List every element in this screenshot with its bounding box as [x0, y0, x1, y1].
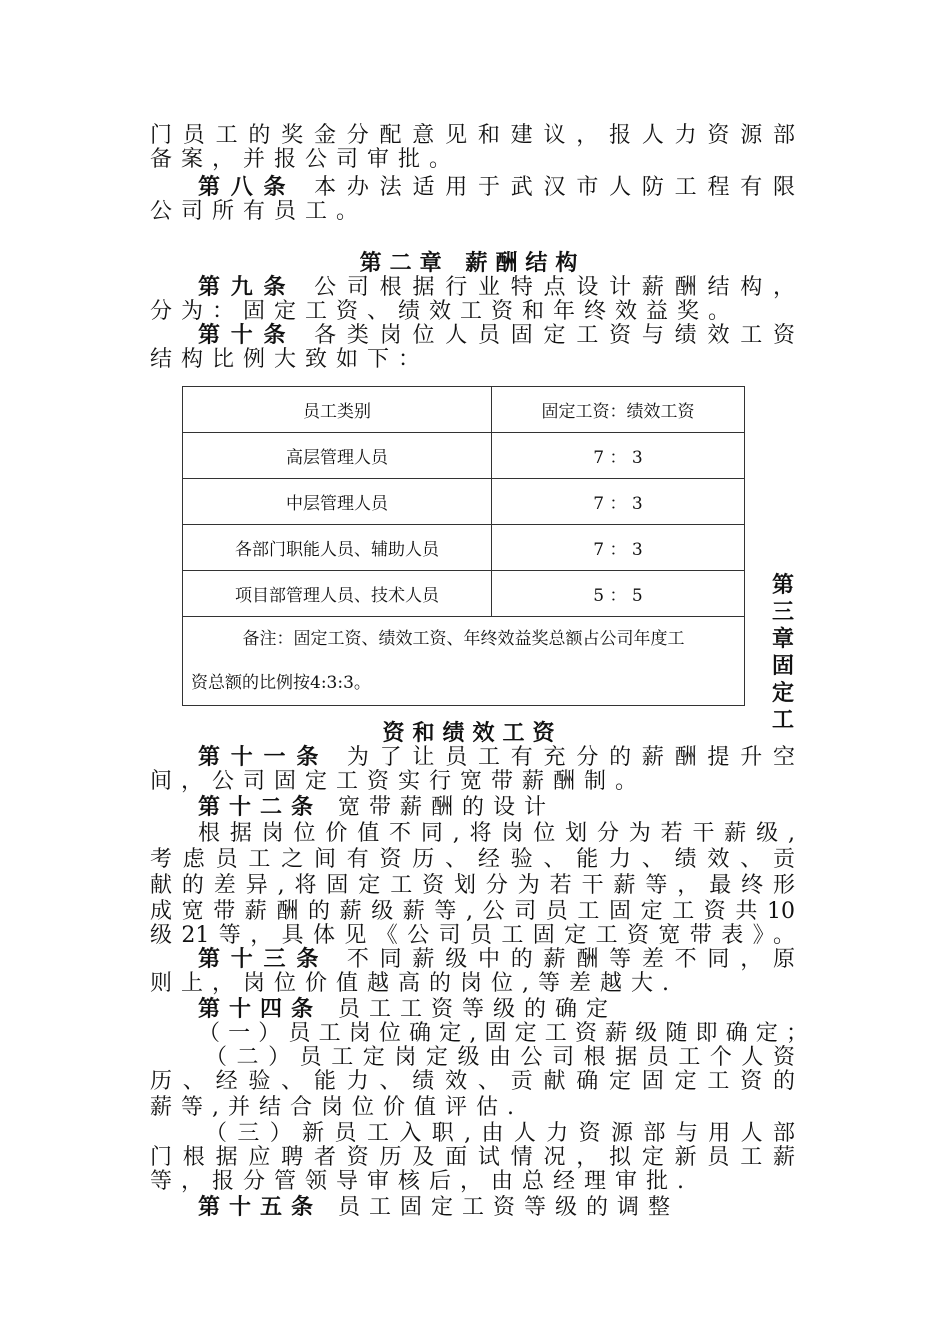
table-note — [183, 617, 745, 706]
paragraph-line: 则上，岗位价值越高的岗位,等差越大. — [150, 971, 678, 996]
side-char: 固 — [771, 654, 794, 679]
table-row — [183, 571, 745, 617]
table-cell: 项目部管理人员、技术人员 — [183, 571, 492, 617]
table-row — [183, 433, 745, 479]
side-char: 第 — [771, 573, 794, 598]
paragraph-line: 根据岗位价值不同,将岗位划分为若干薪级, — [198, 821, 795, 846]
table-cell: 中层管理人员 — [183, 479, 492, 525]
table-header-cell: 固定工资：绩效工资 — [492, 387, 745, 433]
article-text: 本办法适用于武汉市人防工程有限 — [296, 175, 795, 200]
article-text: 宽带薪酬的设计 — [322, 795, 556, 820]
article-12 — [198, 796, 795, 820]
table-cell: 各部门职能人员、辅助人员 — [183, 525, 492, 571]
chapter-heading: 第二章 薪酬结构 — [359, 251, 586, 276]
article-15 — [198, 1196, 795, 1220]
table-row — [183, 525, 745, 571]
list-item: （一）员工岗位确定,固定工资薪级随即确定； — [198, 1021, 808, 1046]
article-11 — [198, 746, 795, 770]
table-cell: 7 ： 3 — [492, 479, 745, 525]
article-text: 员工固定工资等级的调整 — [322, 1195, 680, 1220]
table-cell: 7 ： 3 — [492, 433, 745, 479]
paragraph-line: 门员工的奖金分配意见和建议，报人力资源部 — [150, 123, 795, 148]
table-header-cell: 员工类别 — [183, 387, 492, 433]
paragraph-line: 考虑员工之间有资历、经验、能力、绩效、贡 — [150, 847, 795, 872]
paragraph-line: 备案，并报公司审批。 — [150, 147, 461, 172]
table-cell: 5 ： 5 — [492, 571, 745, 617]
article-title: 第十二条 — [198, 795, 323, 820]
chapter-heading: 资和绩效工资 — [382, 721, 563, 746]
table-note-line: 备注：固定工资、绩效工资、年终效益奖总额占公司年度工 — [242, 629, 685, 649]
table-note-row — [183, 617, 745, 706]
article-title: 第九条 — [198, 275, 297, 300]
article-title: 第十三条 — [198, 947, 330, 972]
paragraph-line: 间，公司固定工资实行宽带薪酬制。 — [150, 769, 647, 794]
paragraph-line: 级21等，具体见《公司员工固定工资宽带表》。 — [150, 923, 795, 948]
article-text: 各类岗位人员固定工资与绩效工资 — [296, 323, 795, 348]
table-row — [183, 479, 745, 525]
paragraph-line: 历、经验、能力、绩效、贡献确定固定工资的 — [150, 1069, 795, 1094]
article-13 — [198, 948, 795, 972]
paragraph-line: 成宽带薪酬的薪级薪等,公司员工固定工资共10 — [150, 899, 795, 924]
table-cell: 高层管理人员 — [183, 433, 492, 479]
paragraph-line: 公司所有员工。 — [150, 199, 368, 224]
paragraph-line: 分为：固定工资、绩效工资和年终效益奖。 — [150, 299, 740, 324]
list-item: （三）新员工入职,由人力资源部与用人部 — [205, 1121, 795, 1146]
article-text: 为了让员工有充分的薪酬提升空 — [329, 745, 795, 770]
article-9 — [198, 276, 795, 300]
side-char: 定 — [771, 681, 794, 706]
article-text: 不同薪级中的薪酬等差不同，原 — [329, 947, 795, 972]
paragraph-line: 薪等,并结合岗位价值评估. — [150, 1095, 523, 1120]
article-10 — [198, 324, 795, 348]
side-char: 章 — [771, 627, 794, 652]
article-text: 公司根据行业特点设计薪酬结构， — [296, 275, 795, 300]
article-8 — [198, 176, 795, 200]
side-char: 三 — [771, 600, 794, 625]
article-14 — [198, 998, 795, 1022]
article-title: 第十四条 — [198, 997, 323, 1022]
table-cell: 7 ： 3 — [492, 525, 745, 571]
chapter-3-side-heading — [768, 572, 798, 734]
table-header-row — [183, 387, 745, 433]
list-item: （二）员工定岗定级由公司根据员工个人资 — [205, 1045, 795, 1070]
article-text: 员工工资等级的确定 — [322, 997, 618, 1022]
article-title: 第十五条 — [198, 1195, 323, 1220]
paragraph-line: 等，报分管领导审核后，由总经理审批. — [150, 1169, 693, 1194]
paragraph-line: 献的差异,将固定工资划分为若干薪等，最终形 — [150, 873, 795, 898]
salary-ratio-table — [182, 386, 745, 706]
article-title: 第十一条 — [198, 745, 330, 770]
side-char: 工 — [771, 708, 794, 733]
article-title: 第十条 — [198, 323, 297, 348]
paragraph-line: 门根据应聘者资历及面试情况，拟定新员工薪 — [150, 1145, 795, 1170]
article-title: 第八条 — [198, 175, 297, 200]
paragraph-line: 结构比例大致如下： — [150, 347, 430, 372]
table-note-line: 资总额的比例按4:3:3。 — [191, 673, 371, 693]
